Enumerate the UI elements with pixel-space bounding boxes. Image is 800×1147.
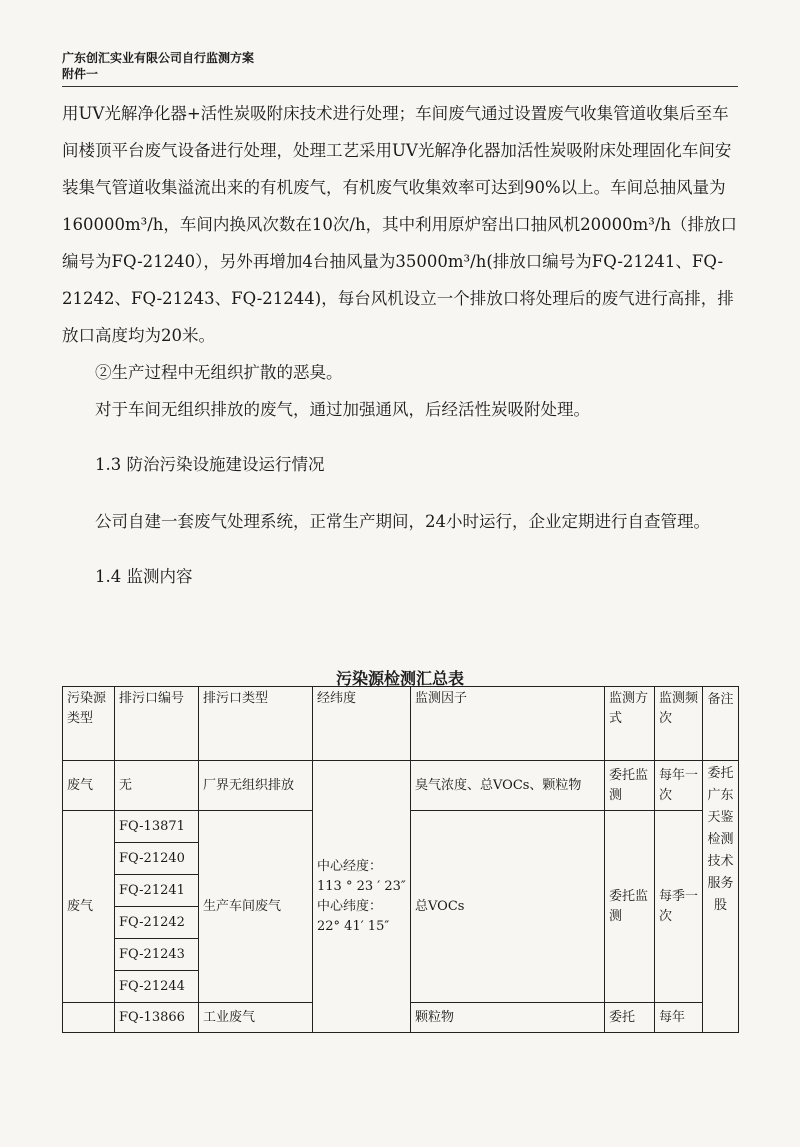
- table-row: [63, 761, 739, 811]
- coords-lat-value: 22° 41′ 15″: [317, 918, 390, 934]
- document-header: [62, 50, 254, 82]
- header-factors: 监测因子: [411, 687, 605, 761]
- cell-outlet-no: 无: [115, 761, 199, 811]
- cell-remark: 委托广东天鉴检测技术服务股: [703, 761, 739, 1033]
- cell-factors: 臭气浓度、总VOCs、颗粒物: [411, 761, 605, 811]
- header-source-type: 污染源类型: [63, 687, 115, 761]
- cell-method-2: 委托监测: [605, 811, 655, 1003]
- cell-outlet-type: 厂界无组织排放: [199, 761, 313, 811]
- cell-source-type-3: [63, 1003, 115, 1033]
- coords-lat-label: 中心纬度：: [317, 898, 383, 914]
- cell-outlet-type-2: 生产车间废气: [199, 811, 313, 1003]
- body-text: [62, 95, 738, 595]
- cell-outlet-no: FQ-21243: [115, 939, 199, 971]
- paragraph-treatment: 用UV光解净化器+活性炭吸附床技术进行处理；车间废气通过设置废气收集管道收集后至车间楼顶平台废气设备进行处理，处理工艺采用UV光解净化器加活性炭吸附床处理固化车间安装集气管道收集溢流出来的有机废气，有机废气收集效率可达到90%以上。车间总抽风量为160000m³/h，车间内换风次数在10次/h，其中利用原炉窑出口抽风机20000m³/h（排放口编号为FQ-21240），另外再增加4台抽风量为35000m³/h(排放口编号为FQ-21241、FQ-21242、FQ-21243、FQ-21244)，每台风机设立一个排放口将处理后的废气进行高排，排放口高度均为20米。: [62, 104, 738, 345]
- heading-1-3: 1.3 防治污染设施建设运行情况: [95, 455, 325, 474]
- table-title: 污染源检测汇总表: [335, 669, 464, 688]
- paragraph-system: 公司自建一套废气处理系统，正常生产期间，24小时运行，企业定期进行自查管理。: [95, 512, 710, 531]
- header-outlet-type: 排污口类型: [199, 687, 313, 761]
- paragraph-unorganized: 对于车间无组织排放的废气，通过加强通风，后经活性炭吸附处理。: [95, 400, 590, 419]
- coords-lon-label: 中心经度：: [317, 858, 383, 874]
- cell-outlet-no: FQ-21244: [115, 971, 199, 1003]
- header-frequency: 监测频次: [655, 687, 703, 761]
- header-coords: 经纬度: [313, 687, 411, 761]
- header-remark: 备注: [703, 687, 739, 761]
- heading-1-4: 1.4 监测内容: [95, 567, 193, 586]
- cell-outlet-no: FQ-13866: [115, 1003, 199, 1033]
- cell-factors-2: 总VOCs: [411, 811, 605, 1003]
- cell-outlet-no: FQ-21241: [115, 875, 199, 907]
- cell-frequency: 每年: [655, 1003, 703, 1033]
- header-method: 监测方式: [605, 687, 655, 761]
- cell-source-type-2: 废气: [63, 811, 115, 1003]
- cell-outlet-no: FQ-21242: [115, 907, 199, 939]
- table-header-row: [63, 687, 739, 761]
- cell-outlet-no: FQ-21240: [115, 843, 199, 875]
- paragraph-odor: ②生产过程中无组织扩散的恶臭。: [95, 363, 343, 382]
- cell-frequency: 每年一次: [655, 761, 703, 811]
- cell-factors: 颗粒物: [411, 1003, 605, 1033]
- cell-coords: [313, 761, 411, 1033]
- header-rule: [62, 86, 738, 87]
- header-outlet-no: 排污口编号: [115, 687, 199, 761]
- cell-outlet-no: FQ-13871: [115, 811, 199, 843]
- cell-frequency-2: 每季一次: [655, 811, 703, 1003]
- monitoring-table: [62, 686, 739, 1033]
- header-attachment: 附件一: [62, 67, 99, 81]
- cell-outlet-type: 工业废气: [199, 1003, 313, 1033]
- header-company: 广东创汇实业有限公司自行监测方案: [62, 51, 255, 65]
- cell-method: 委托: [605, 1003, 655, 1033]
- cell-method: 委托监测: [605, 761, 655, 811]
- cell-source-type: 废气: [63, 761, 115, 811]
- coords-lon-value: 113 ° 23 ′ 23″: [317, 878, 406, 894]
